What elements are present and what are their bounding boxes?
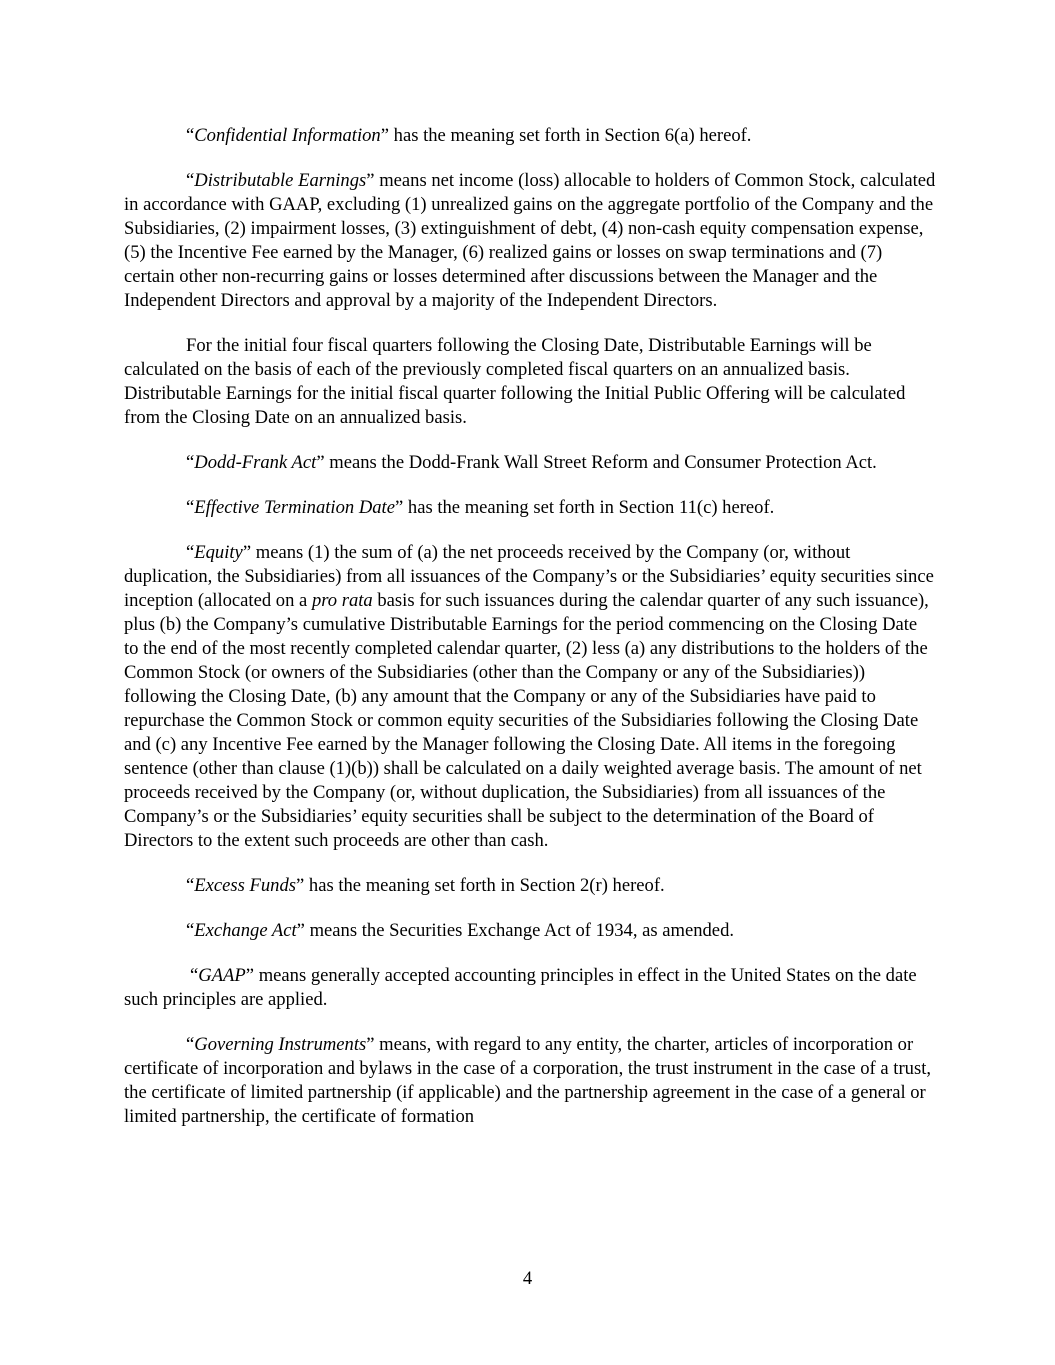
def-effective-termination-date: “Effective Termination Date” has the meaning set forth in Section 11(c) hereof.: [186, 497, 775, 518]
defined-term: GAAP: [198, 965, 246, 986]
distributable-earnings-initial-quarters: For the initial four fiscal quarters following the Closing Date, Distributable Earnings will be calculated on the basis of each of the previously completed fiscal quarters on an annualized basis. Distributable Earnings for the initial fiscal quarter following the Initial Public Offering will be calculated from the Closing Date on an annualized basis.: [124, 335, 906, 428]
def-equity: “Equity” means (1) the sum of (a) the net proceeds received by the Company (or, without duplication, the Subsidiaries) from all issuances of the Company’s or the Subsidiaries’ equity securities since inception (allocated on a pro rata basis for such issuances during the calendar quarter of any such issuance), plus (b) the Company’s cumulative Distributable Earnings for the period commencing on the Closing Date to the end of the most recently completed calendar quarter, (2) less (a) any distributions to the holders of the Common Stock (or owners of the Subsidiaries (other than the Company or any of the Subsidiaries)) following the Closing Date, (b) any amount that the Company or any of the Subsidiaries have paid to repurchase the Common Stock or common equity securities of the Subsidiaries following the Closing Date and (c) any Incentive Fee earned by the Manager following the Closing Date. All items in the foregoing sentence (other than clause (1)(b)) shall be calculated on a daily weighted average basis. The amount of net proceeds received by the Company (or, without duplication, the Subsidiaries) from all issuances of the Company’s or the Subsidiaries’ equity securities shall be subject to the determination of the Board of Directors to the extent such proceeds are other than cash.: [124, 542, 934, 851]
def-gaap: “GAAP” means generally accepted accounting principles in effect in the United States on the date such principles are applied.: [124, 965, 917, 1010]
defined-term: Dodd-Frank Act: [194, 452, 317, 473]
defined-term: Confidential Information: [194, 125, 381, 146]
italic-phrase: pro rata: [311, 590, 373, 611]
defined-term: Equity: [194, 542, 243, 563]
defined-term: Exchange Act: [194, 920, 297, 941]
defined-term: Distributable Earnings: [194, 170, 367, 191]
def-distributable-earnings: “Distributable Earnings” means net income (loss) allocable to holders of Common Stock, calculated in accordance with GAAP, excluding (1) unrealized gains on the aggregate portfolio of the Company and the Subsidiaries, (2) impairment losses, (3) extinguishment of debt, (4) non-cash equity compensation expense, (5) the Incentive Fee earned by the Manager, (6) realized gains or losses on swap terminations and (7) certain other non-recurring gains or losses determined after discussions between the Manager and the Independent Directors and approval by a majority of the Independent Directors.: [124, 170, 936, 311]
defined-term: Effective Termination Date: [194, 497, 395, 518]
page-number: 4: [522, 1268, 533, 1289]
def-confidential-information: “Confidential Information” has the meaning set forth in Section 6(a) hereof.: [186, 125, 752, 146]
defined-term: Governing Instruments: [194, 1034, 367, 1055]
document-body: [124, 124, 936, 1150]
def-governing-instruments: “Governing Instruments” means, with regard to any entity, the charter, articles of incorporation or certificate of incorporation and bylaws in the case of a corporation, the trust instrument in the case of a trust, the certificate of limited partnership (if applicable) and the partnership agreement in the case of a general or limited partnership, the certificate of formation: [124, 1034, 932, 1127]
def-exchange-act: “Exchange Act” means the Securities Exchange Act of 1934, as amended.: [186, 920, 735, 941]
def-excess-funds: “Excess Funds” has the meaning set forth in Section 2(r) hereof.: [186, 875, 665, 896]
defined-term: Excess Funds: [194, 875, 296, 896]
def-dodd-frank-act: “Dodd-Frank Act” means the Dodd-Frank Wall Street Reform and Consumer Protection Act.: [186, 452, 877, 473]
